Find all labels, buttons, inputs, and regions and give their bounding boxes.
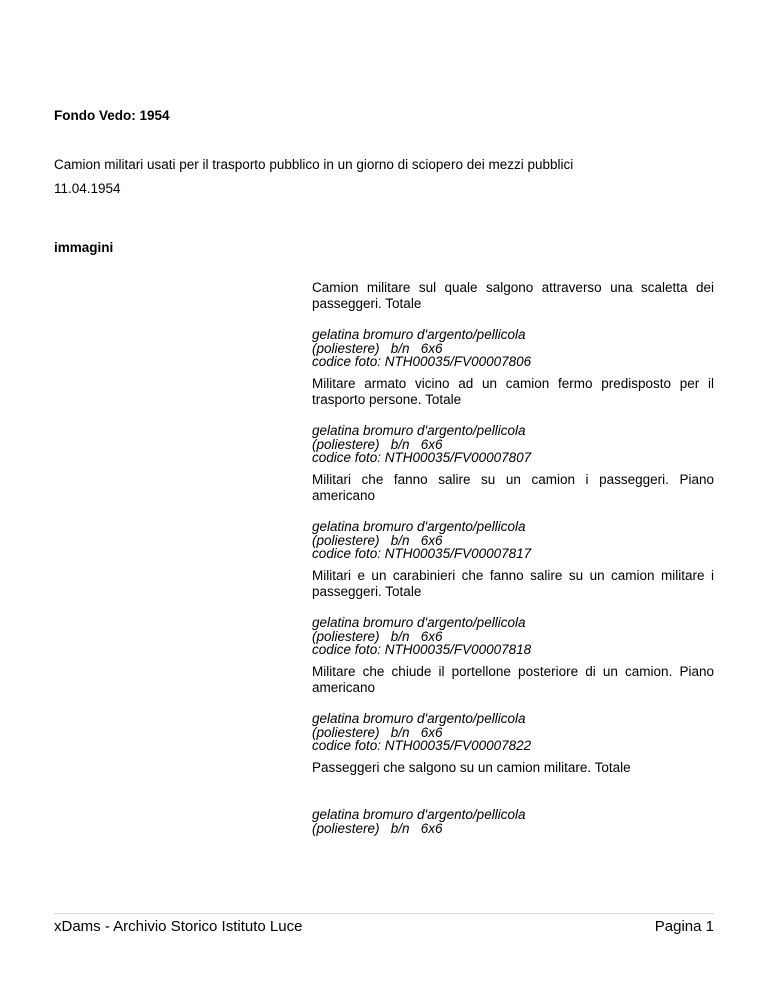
footer-page-number: Pagina 1 <box>654 918 714 935</box>
record-caption: Camion militare sul quale salgono attraverso una scaletta dei passeggeri. Totale <box>312 280 714 311</box>
record-metadata <box>312 616 714 664</box>
record-metadata <box>312 424 714 472</box>
fondo-heading: Fondo Vedo: 1954 <box>54 108 170 123</box>
record-material: gelatina bromuro d'argento/pellicola <box>312 807 526 822</box>
record-format: (poliestere) b/n 6x6 <box>312 436 443 452</box>
record-photo-code: codice foto: NTH00035/FV00007818 <box>312 642 532 657</box>
record-photo-code: codice foto: NTH00035/FV00007817 <box>312 546 532 561</box>
record-format: (poliestere) b/n 6x6 <box>312 628 443 644</box>
description-title: Camion militari usati per il trasporto pubblico in un giorno di sciopero dei mezzi pubblici <box>54 157 574 172</box>
section-heading-immagini: immagini <box>54 240 114 255</box>
record-metadata <box>312 808 714 856</box>
record-photo-code: codice foto: NTH00035/FV00007807 <box>312 450 532 465</box>
image-record <box>312 568 714 664</box>
image-record <box>312 472 714 568</box>
record-photo-code: codice foto: NTH00035/FV00007806 <box>312 354 532 369</box>
record-material: gelatina bromuro d'argento/pellicola <box>312 615 526 630</box>
record-metadata <box>312 328 714 376</box>
record-caption: Militari che fanno salire su un camion i passeggeri. Piano americano <box>312 472 714 503</box>
image-record <box>312 664 714 760</box>
record-metadata <box>312 712 714 760</box>
record-material: gelatina bromuro d'argento/pellicola <box>312 711 526 726</box>
record-format: (poliestere) b/n 6x6 <box>312 532 443 548</box>
record-format: (poliestere) b/n 6x6 <box>312 820 443 836</box>
record-material: gelatina bromuro d'argento/pellicola <box>312 423 526 438</box>
footer-archive-name: xDams - Archivio Storico Istituto Luce <box>54 918 303 935</box>
image-record <box>312 376 714 472</box>
record-photo-code: codice foto: NTH00035/FV00007822 <box>312 738 532 753</box>
record-metadata <box>312 520 714 568</box>
record-format: (poliestere) b/n 6x6 <box>312 340 443 356</box>
record-caption: Militare armato vicino ad un camion fermo predisposto per il trasporto persone. Totale <box>312 376 714 407</box>
record-material: gelatina bromuro d'argento/pellicola <box>312 519 526 534</box>
record-material: gelatina bromuro d'argento/pellicola <box>312 327 526 342</box>
image-records-list <box>312 280 714 856</box>
footer-divider <box>54 913 714 914</box>
description-date: 11.04.1954 <box>54 181 121 196</box>
record-caption: Passeggeri che salgono su un camion militare. Totale <box>312 760 631 775</box>
record-format: (poliestere) b/n 6x6 <box>312 724 443 740</box>
image-record <box>312 760 714 856</box>
document-description <box>54 153 734 201</box>
record-caption: Militare che chiude il portellone posteriore di un camion. Piano americano <box>312 664 714 695</box>
image-record <box>312 280 714 376</box>
record-caption: Militari e un carabinieri che fanno salire su un camion militare i passeggeri. Totale <box>312 568 714 599</box>
